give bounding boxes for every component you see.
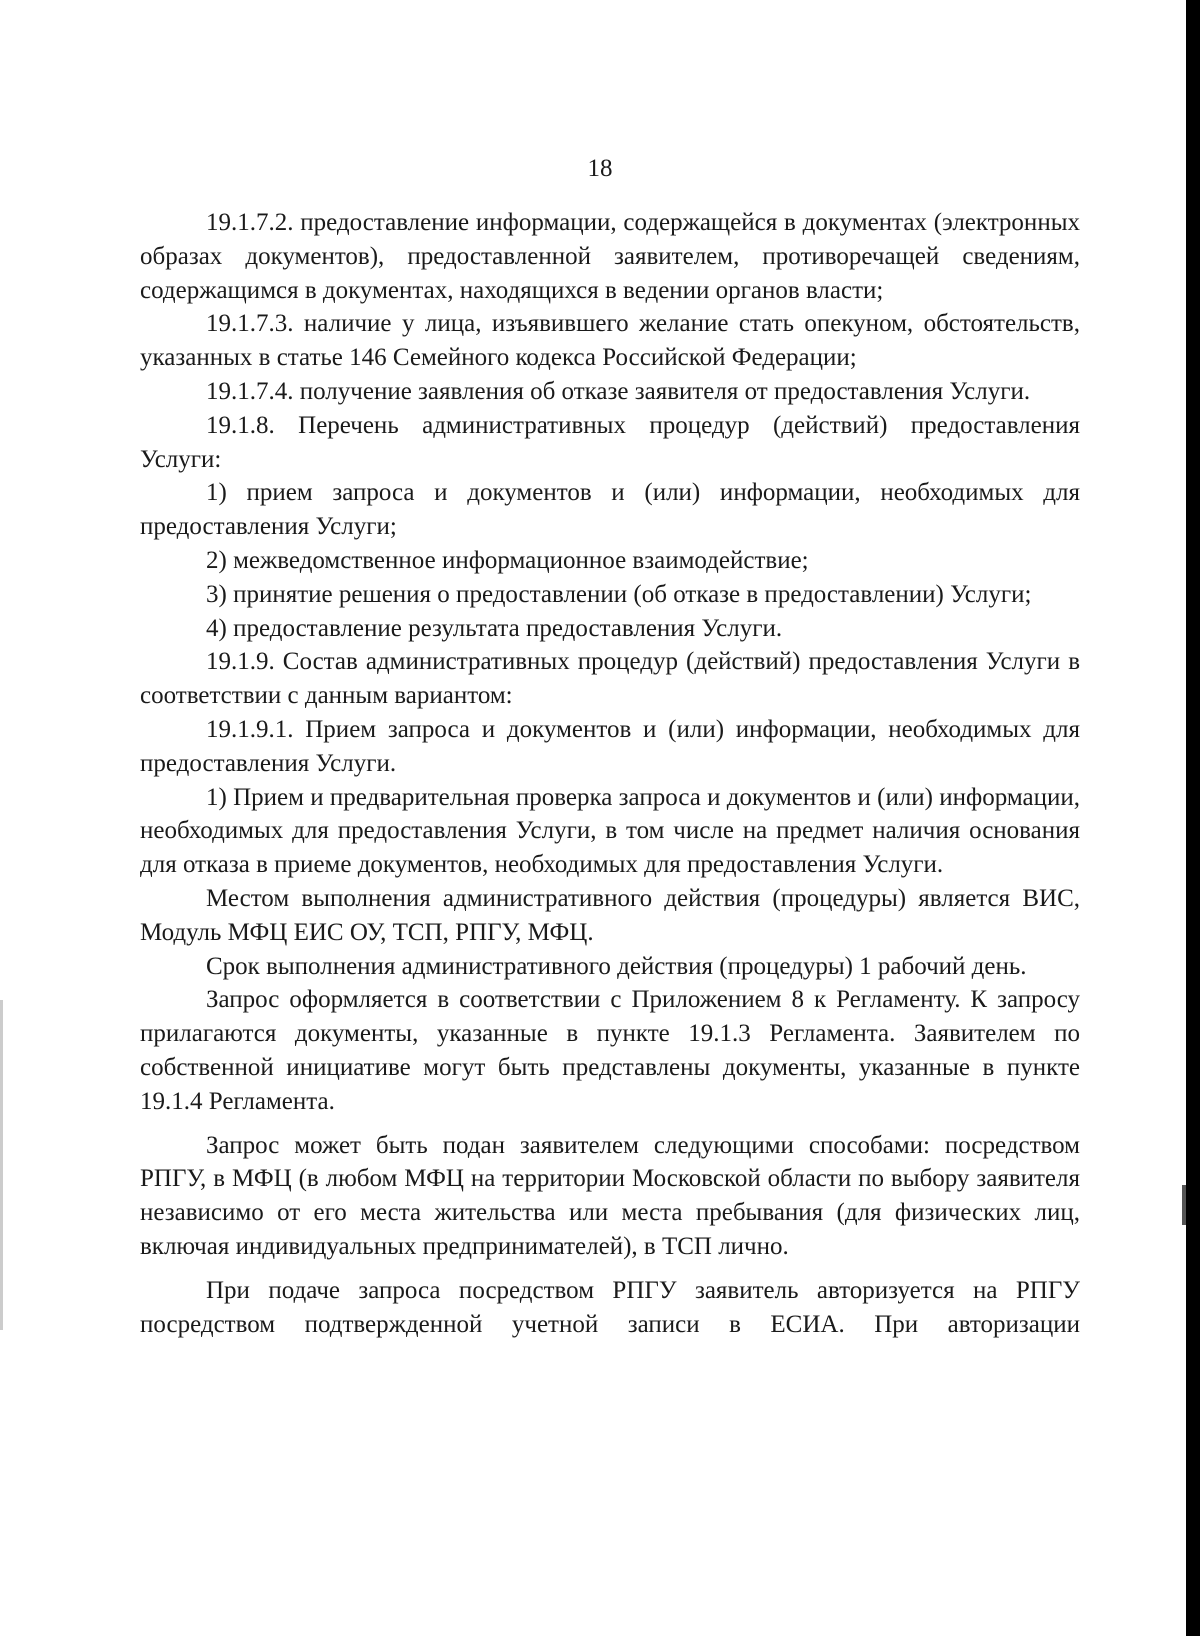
paragraph-19-1-9-1: 19.1.9.1. Прием запроса и документов и (или) информации, необходимых для предоставления Услуги. [140, 715, 1080, 777]
scan-edge-right [1186, 0, 1200, 1636]
paragraph-term: Срок выполнения административного действия (процедуры) 1 рабочий день. [206, 952, 1027, 980]
paragraph-19-1-7-4: 19.1.7.4. получение заявления об отказе заявителя от предоставления Услуги. [206, 377, 1031, 405]
scan-edge-left [0, 1000, 3, 1330]
list-item-2: 2) межведомственное информационное взаимодействие; [206, 546, 809, 574]
list-item-1: 1) прием запроса и документов и (или) информации, необходимых для предоставления Услуги; [140, 479, 1080, 541]
paragraph-reception-check: 1) Прием и предварительная проверка запроса и документов и (или) информации, необходимых для предоставления Услуги, в том числе на предмет наличия основания для отказа в приеме документов, необходимых для предоставления Услуги. [140, 783, 1080, 879]
paragraph-request-format: Запрос оформляется в соответствии с Приложением 8 к Регламенту. К запросу прилагаются документы, указанные в пункте 19.1.3 Регламента. Заявителем по собственной инициативе могут быть представлены документы, указанные в пункте 19.1.4 Регламента. [140, 986, 1080, 1115]
page-number: 18 [587, 155, 613, 182]
paragraph-19-1-8: 19.1.8. Перечень административных процедур (действий) предоставления Услуги: [140, 411, 1080, 473]
paragraph-19-1-7-2: 19.1.7.2. предоставление информации, содержащейся в документах (электронных образах документов), предоставленной заявителем, противоречащей сведениям, содержащимся в документах, находящихся в ведении органов власти; [140, 209, 1080, 304]
list-item-3: 3) принятие решения о предоставлении (об отказе в предоставлении) Услуги; [206, 580, 1032, 608]
paragraph-rpgu-authorization: При подаче запроса посредством РПГУ заявитель авторизуется на РПГУ посредством подтвержденной учетной записи в ЕСИА. При авторизации [140, 1276, 1080, 1338]
paragraph-19-1-9: 19.1.9. Состав административных процедур (действий) предоставления Услуги в соответствии с данным вариантом: [140, 648, 1080, 710]
paragraph-submission-methods: Запрос может быть подан заявителем следующими способами: посредством РПГУ, в МФЦ (в любом МФЦ на территории Московской области по выбору заявителя независимо от его места жительства или места пребывания (для физических лиц, включая индивидуальных предпринимателей), в ТСП лично. [140, 1131, 1080, 1260]
paragraph-19-1-7-3: 19.1.7.3. наличие у лица, изъявившего желание стать опекуном, обстоятельств, указанных в статье 146 Семейного кодекса Российской Федерации; [140, 310, 1080, 372]
paragraph-place: Местом выполнения административного действия (процедуры) является ВИС, Модуль МФЦ ЕИС ОУ, ТСП, РПГУ, МФЦ. [140, 884, 1080, 946]
scan-edge-mark [1182, 1185, 1186, 1225]
document-body [140, 206, 1080, 1341]
list-item-4: 4) предоставление результата предоставления Услуги. [206, 614, 783, 642]
